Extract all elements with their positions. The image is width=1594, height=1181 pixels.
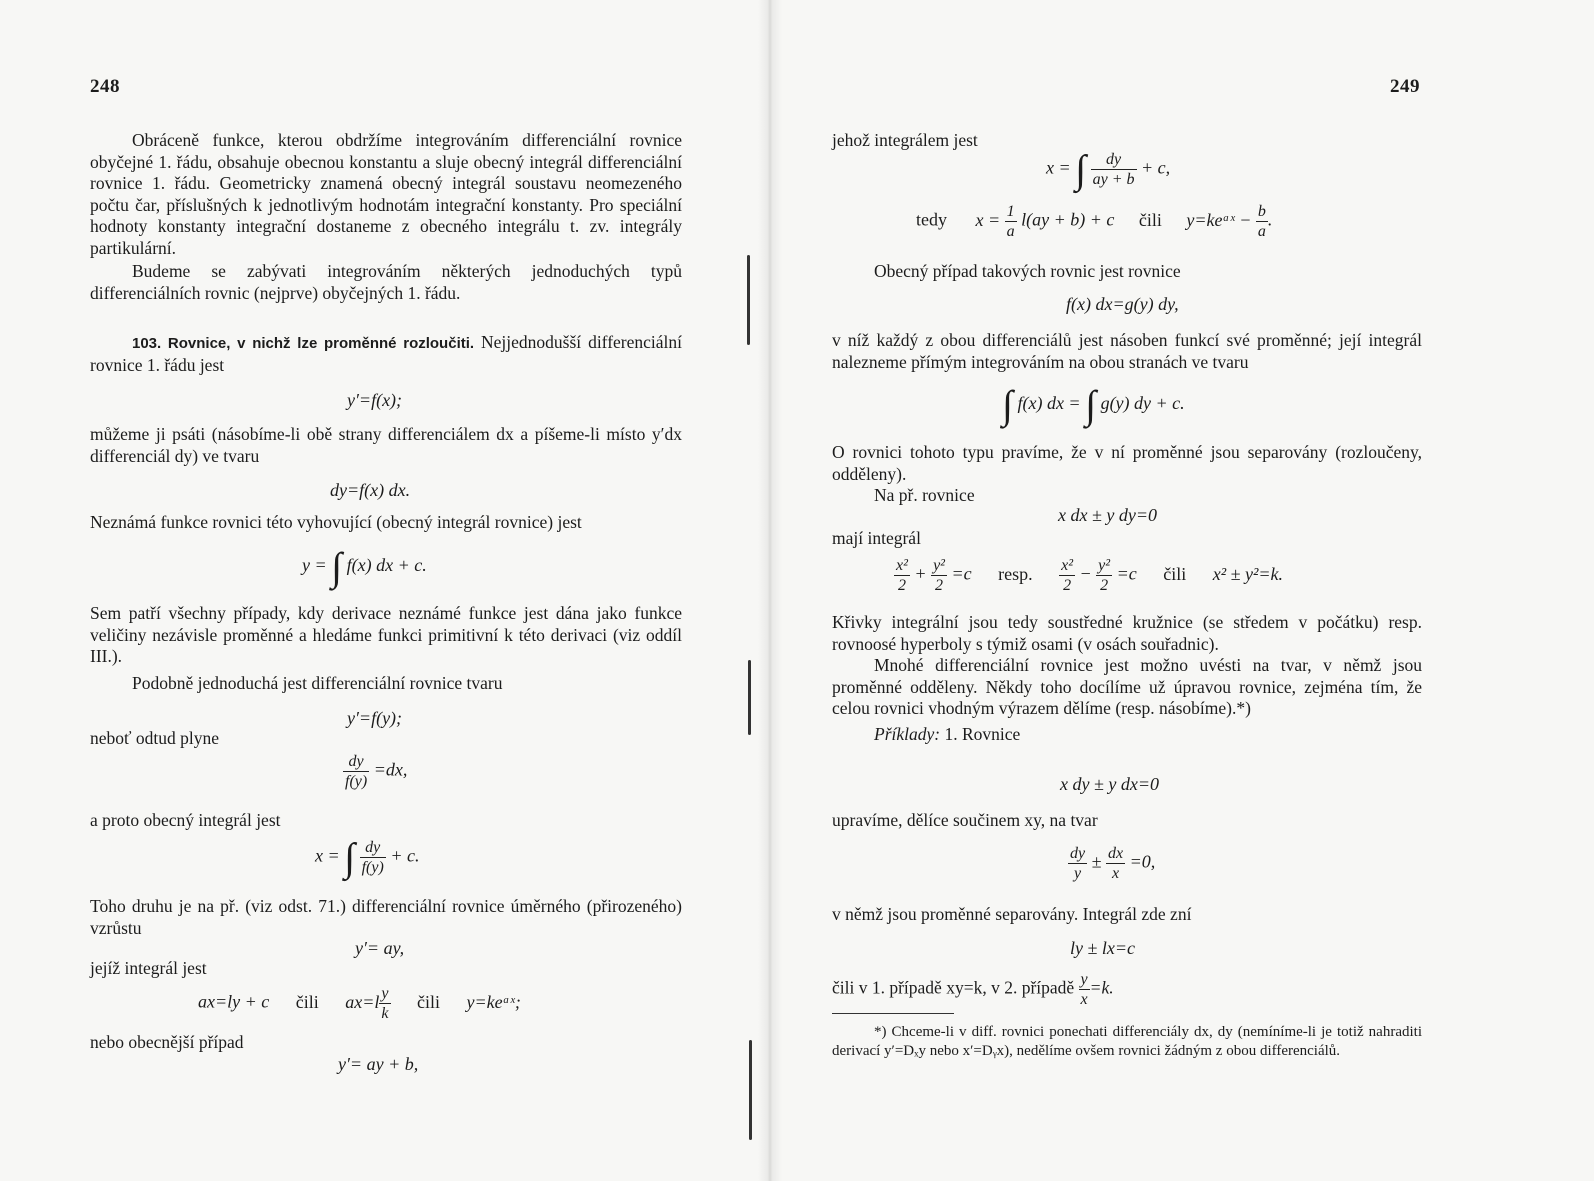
section-lead: Nejjednodušší differenciální rovnice 1. řádu jest bbox=[90, 332, 683, 375]
paragraph: Budeme se zabývati integrováním některých jednoduchých typů differenciálních rovnic (nejprve) obyčejných 1. řádu. bbox=[90, 261, 682, 303]
left-para3 bbox=[90, 424, 682, 467]
text-line: jehož integrálem jest bbox=[832, 130, 978, 150]
right-para8 bbox=[832, 904, 1422, 926]
text-part: =k. bbox=[1089, 977, 1114, 998]
fraction-numerator: dy bbox=[1091, 150, 1137, 170]
footnote bbox=[832, 1023, 1422, 1061]
fraction-numerator: y bbox=[381, 985, 389, 1002]
fraction-numerator: b bbox=[1257, 203, 1266, 220]
left-para5 bbox=[90, 603, 682, 694]
equation-integral bbox=[1046, 146, 1171, 192]
text-part: čili v 1. případě xy=k, v 2. případě bbox=[832, 977, 1075, 998]
fraction-numerator: x² bbox=[896, 557, 908, 574]
equation-integrals bbox=[1002, 382, 1185, 427]
right-para2 bbox=[832, 330, 1422, 373]
fraction-denominator: x bbox=[1112, 865, 1120, 882]
left-intro-block bbox=[90, 130, 682, 304]
equation-fraction bbox=[343, 752, 407, 791]
fraction-numerator: dy bbox=[343, 752, 369, 772]
equation-part: x² ± y²=k. bbox=[1212, 563, 1284, 584]
text-line-cases bbox=[832, 970, 1114, 1009]
equation-integral bbox=[315, 834, 420, 880]
equation-integral bbox=[302, 544, 427, 589]
paragraph: Na př. rovnice bbox=[874, 485, 975, 505]
fraction-numerator: dx bbox=[1108, 845, 1124, 862]
equation-lhs: x = bbox=[315, 845, 340, 866]
fraction-numerator: x² bbox=[1061, 557, 1074, 574]
paragraph: v níž každý z obou differenciálů jest násoben funkcí své proměnné; její integrál nalezneme přímým integrováním na obou stranách ve tvaru bbox=[832, 330, 1422, 372]
fraction-denominator: ay + b bbox=[1092, 171, 1135, 188]
paragraph: Obecný případ takových rovnic jest rovnice bbox=[874, 261, 1181, 281]
paragraph: Sem patří všechny případy, kdy derivace neznámé funkce jest dána jako funkce veličiny nezávisle proměnné a hledáme funkci primitivní k této derivaci (viz oddíl III.). bbox=[90, 603, 682, 666]
fraction-numerator: y² bbox=[1098, 557, 1111, 574]
equation-row bbox=[198, 984, 521, 1023]
text-word: tedy bbox=[916, 209, 947, 230]
page-number-left: 248 bbox=[90, 76, 120, 97]
left-para7 bbox=[90, 896, 682, 939]
equation-rhs: f(x) dx + c. bbox=[346, 555, 427, 576]
paragraph: Neznámá funkce rovnici této vyhovující (obecný integrál rovnice) jest bbox=[90, 512, 582, 532]
equation: y′= ay, bbox=[355, 938, 405, 958]
fraction-denominator: y bbox=[1074, 865, 1082, 882]
page-number-right: 249 bbox=[1390, 76, 1420, 97]
conjunction: čili bbox=[295, 991, 319, 1012]
integral-sign: ∫ bbox=[1085, 382, 1097, 427]
equation: y′=f(y); bbox=[347, 708, 403, 728]
text-line: neboť odtud plyne bbox=[90, 728, 219, 748]
equation-fractions: $\frac{dy}{y}$ ± $\frac{dx}{x}$ =0, bbox=[1070, 845, 1156, 882]
right-para3 bbox=[832, 442, 1422, 507]
equation: y′= ay + b, bbox=[338, 1054, 419, 1074]
equation-part: =c bbox=[1116, 563, 1137, 584]
integral-sign: ∫ bbox=[344, 834, 356, 880]
equation-part: g(y) dy + c. bbox=[1100, 393, 1185, 414]
fraction-denominator: 2 bbox=[1100, 577, 1109, 594]
equation-part: l(ay + b) + c bbox=[1021, 209, 1115, 230]
paragraph: Mnohé differenciální rovnice jest možno uvésti na tvar, v němž jsou proměnné odděleny. Někdy toho docílíme už úpravou rovnice, zejména tím, že celou rovnici vhodným výrazem dělíme (resp. násobíme).*) bbox=[832, 655, 1422, 718]
equation-rhs: =dx, bbox=[373, 759, 408, 780]
paragraph: Obráceně funkce, kterou obdržíme integrováním differenciální rovnice obyčejné 1. řádu, obsahuje obecnou konstantu a sluje obecný integrál differenciální rovnice 1. řádu. Geometricky znamená obecný integrál soustavu neomezeného počtu čar, příslušných k jednotlivým hodnotám integrační konstanty. Pro speciální hodnoty konstanty integrační dostaneme z obecného integrálu t. zv. integrály partikulární. bbox=[90, 130, 682, 258]
fraction-denominator: f(y) bbox=[345, 773, 368, 790]
examples-label: Příklady: bbox=[874, 723, 941, 744]
text-line: a proto obecný integrál jest bbox=[90, 810, 281, 830]
equation: y′=f(x); bbox=[347, 390, 403, 410]
text-line: mají integrál bbox=[832, 528, 921, 548]
integral-sign: ∫ bbox=[1075, 146, 1087, 192]
fraction-denominator: k bbox=[381, 1005, 389, 1022]
equation-part: y=keᵃˣ − bbox=[1186, 209, 1252, 230]
right-para5 bbox=[832, 612, 1422, 745]
conjunction: čili bbox=[1138, 209, 1162, 230]
equation-row: tedy x = $\frac{1}{a}$ l(ay + b) + c čili y=keᵃˣ − $\frac{b}{a}$ . bbox=[916, 203, 1273, 240]
left-para4 bbox=[90, 512, 682, 534]
fraction-denominator: a bbox=[1006, 223, 1015, 240]
equation-part: =c bbox=[951, 563, 972, 584]
paragraph: O rovnici tohoto typu pravíme, že v ní proměnné jsou separovány (rozloučeny, odděleny). bbox=[832, 442, 1422, 484]
paragraph: upravíme, dělíce součinem xy, na tvar bbox=[832, 810, 1098, 830]
equation-part: ax=l bbox=[345, 991, 380, 1012]
integral-sign: ∫ bbox=[331, 544, 343, 589]
examples-rest: 1. Rovnice bbox=[944, 723, 1021, 744]
fraction-denominator: 2 bbox=[1063, 577, 1072, 594]
paragraph: Křivky integrální jsou tedy soustředné kružnice (se středem v počátku) resp. rovnoosé hyperboly s týmiž osami (v osách souřadnic). bbox=[832, 612, 1422, 654]
equation: dy=f(x) dx. bbox=[330, 480, 411, 500]
right-para7 bbox=[832, 810, 1422, 832]
equation-part: =0, bbox=[1129, 851, 1156, 872]
paragraph: v němž jsou proměnné separovány. Integrál zde zní bbox=[832, 904, 1192, 924]
fraction-numerator: dy bbox=[1070, 845, 1086, 862]
paragraph: Podobně jednoduchá jest differenciální rovnice tvaru bbox=[132, 672, 503, 693]
equation-part: x = bbox=[975, 209, 1001, 230]
text-line: jejíž integrál jest bbox=[90, 958, 207, 978]
equation-lhs: y = bbox=[302, 555, 327, 576]
paragraph: Toho druhu je na př. (viz odst. 71.) differenciální rovnice úměrného (přirozeného) vzrůstu bbox=[90, 896, 682, 938]
text-word: resp. bbox=[998, 563, 1033, 584]
fraction-numerator: y bbox=[1080, 971, 1088, 988]
equation-part: ax=ly + c bbox=[198, 991, 270, 1012]
equation: x dx ± y dy=0 bbox=[1058, 505, 1157, 525]
equation-row: $\frac{\text{x²}}{2}$ + $\frac{\text{y²}}{2}$ =c resp. $\frac{\text{x²}}{2}$ − $\frac{\text{y²}}{2}$ =c čili x² ± y²=k. bbox=[896, 557, 1284, 594]
fraction-numerator: 1 bbox=[1006, 203, 1015, 220]
text-line: nebo obecnější případ bbox=[90, 1032, 244, 1052]
section-103 bbox=[90, 332, 682, 376]
footnote-text: *) Chceme-li v diff. rovnici ponechati differenciály dx, dy (nemíníme-li je totiž nahraditi derivací y′=Dₓy nebo x′=Dᵧx), nedělíme ovšem rovnici žádným z obou differenciálů. bbox=[832, 1024, 1422, 1059]
paragraph: můžeme ji psáti (násobíme-li obě strany differenciálem dx a píšeme-li místo y′dx differenciál dy) ve tvaru bbox=[90, 424, 682, 466]
fraction-denominator: 2 bbox=[935, 577, 944, 594]
section-heading: 103. Rovnice, v nichž lze proměnné rozloučiti. bbox=[132, 335, 475, 352]
equation-rhs: + c, bbox=[1141, 157, 1171, 178]
integral-sign: ∫ bbox=[1002, 382, 1013, 427]
equation: f(x) dx=g(y) dy, bbox=[1066, 294, 1179, 314]
equation-part: y=keᵃˣ; bbox=[466, 991, 521, 1012]
equation-rhs: + c. bbox=[390, 845, 420, 866]
right-page bbox=[770, 0, 1594, 1181]
equation-part: f(x) dx = bbox=[1017, 393, 1081, 414]
fraction-denominator: 2 bbox=[897, 577, 906, 594]
equation: x dy ± y dx=0 bbox=[1060, 774, 1159, 794]
right-para1 bbox=[832, 261, 1422, 283]
left-page bbox=[0, 0, 770, 1181]
fraction-numerator: y² bbox=[933, 557, 945, 574]
equation-lhs: x = bbox=[1046, 157, 1071, 178]
footnote-rule bbox=[832, 1013, 954, 1014]
fraction-denominator: f(y) bbox=[361, 859, 384, 876]
equation: ly ± lx=c bbox=[1070, 938, 1135, 958]
examples-line bbox=[832, 724, 1422, 746]
fraction-numerator: dy bbox=[360, 838, 386, 858]
fraction-denominator: a bbox=[1257, 223, 1266, 240]
fraction-denominator: x bbox=[1080, 991, 1088, 1008]
conjunction: čili bbox=[417, 991, 441, 1012]
conjunction: čili bbox=[1163, 563, 1187, 584]
